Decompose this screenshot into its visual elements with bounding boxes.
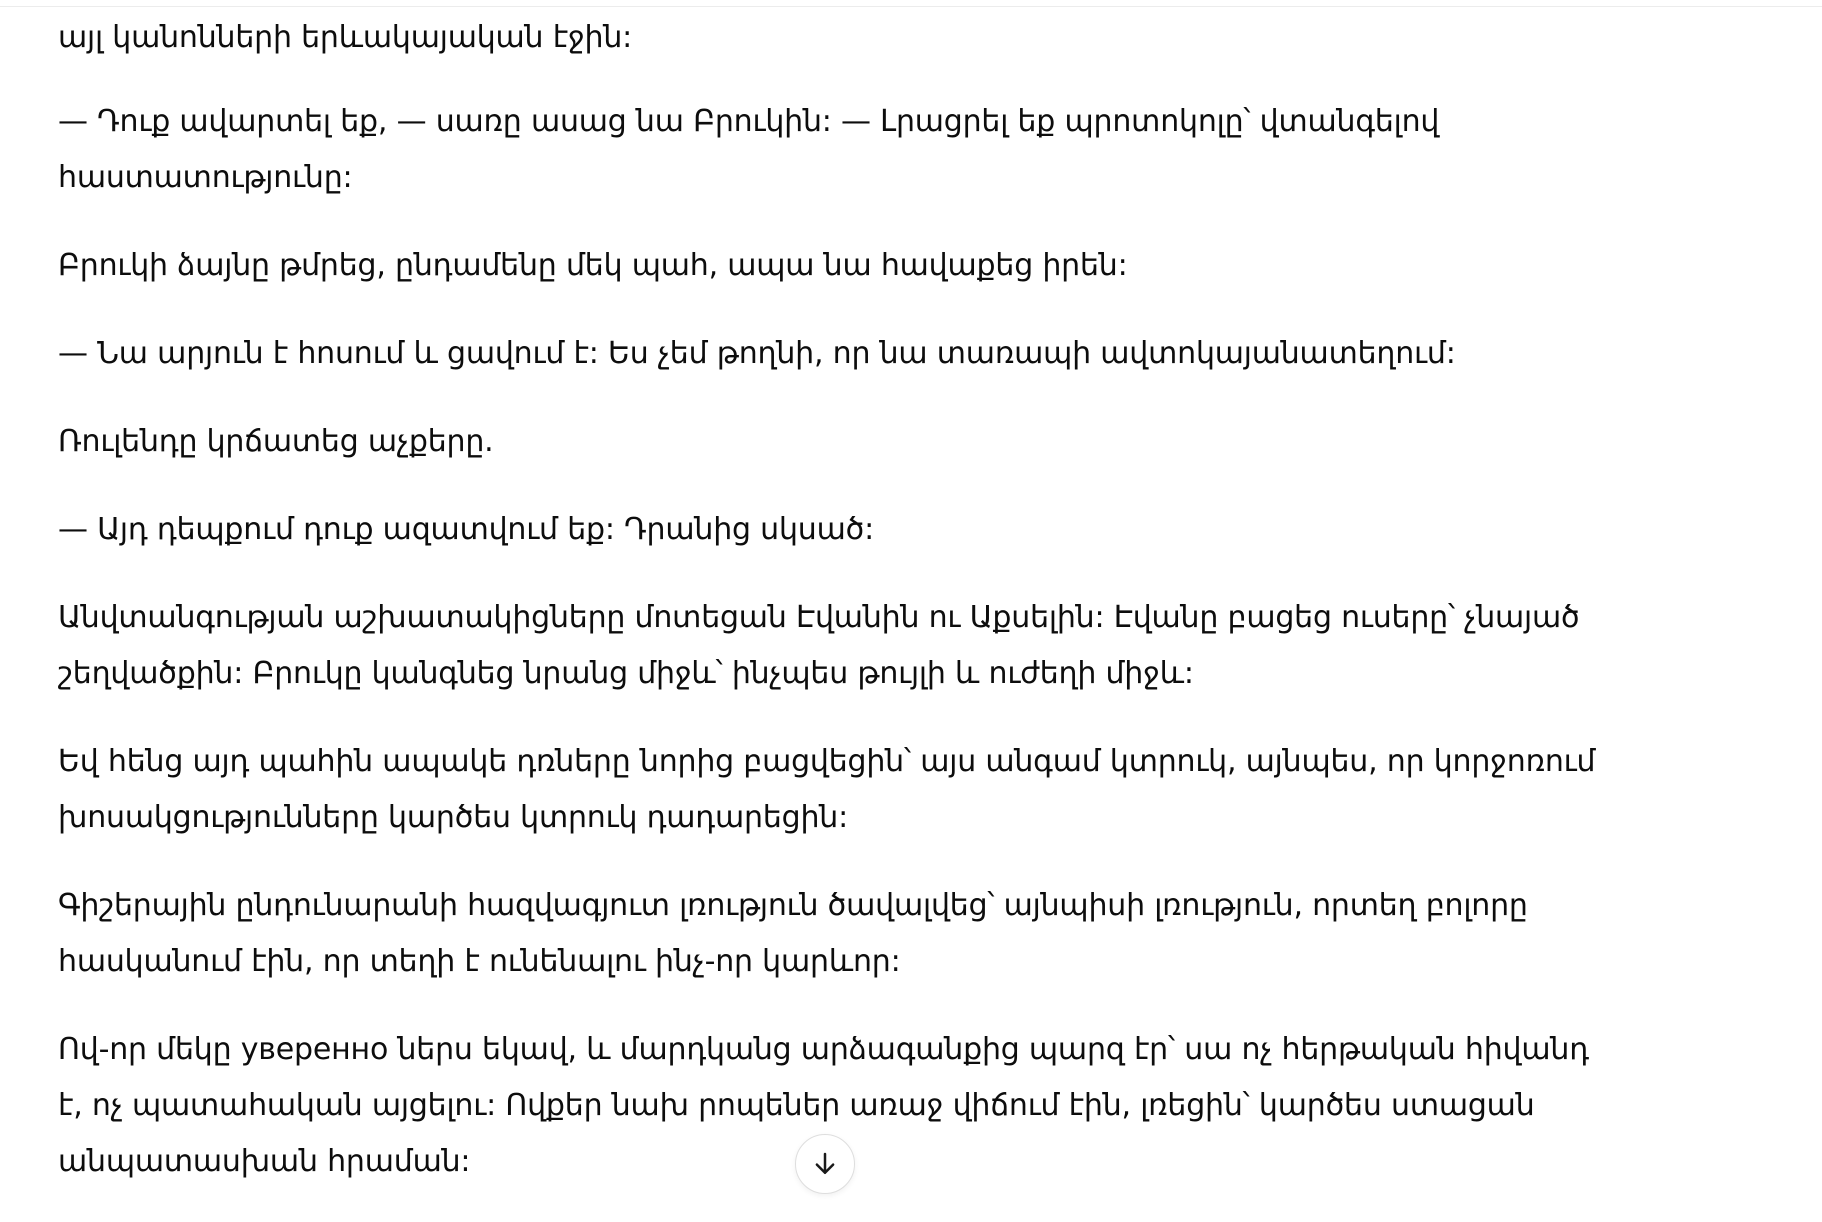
message-paragraph: այլ կանոնների երևակայական էջին:: [58, 20, 633, 55]
arrow-down-icon: [810, 1149, 840, 1179]
top-border: [0, 0, 1822, 7]
message-paragraph: Ով-որ մեկը уверенно ներս եկավ, և մարդկանց արձագանքից պարզ էր՝ սա ոչ հերթական հիվանդ է, ոչ պատահական այցելու: Ովքեր նախ րոպեներ առաջ վիճում էին, լռեցին՝ կարծես ստացան անպատասխան հրաման:: [58, 1032, 1589, 1179]
message-paragraph: — Նա արյուն է հոսում և ցավում է: Ես չեմ թողնի, որ նա տառապի ավտոկայանատեղում:: [58, 336, 1456, 371]
message-paragraph: Անվտանգության աշխատակիցները մոտեցան Էվանին ու Աքսելին: Էվանը բացեց ուսերը՝ չնայած շեղվածքին: Բրուկը կանգնեց նրանց միջև՝ ինչպես թույլի և ուժեղի միջև:: [58, 600, 1580, 691]
message-paragraph: Ռուլենդը կրճատեց աչքերը.: [58, 424, 494, 459]
message-paragraph: Գիշերային ընդունարանի հազվագյուտ լռություն ծավալվեց՝ այնպիսի լռություն, որտեղ բոլորը հասկանում էին, որ տեղի է ունենալու ինչ-որ կարևոր:: [58, 888, 1528, 979]
message-paragraph: — Դուք ավարտել եք, — սառը ասաց նա Բրուկին: — Լրացրել եք պրոտոկոլը՝ վտանգելով հաստատությունը:: [58, 104, 1440, 195]
message-paragraph: — Այդ դեպքում դուք ազատվում եք: Դրանից սկսած:: [58, 512, 874, 547]
message-paragraph: Եվ հենց այդ պահին ապակե դռները նորից բացվեցին՝ այս անգամ կտրուկ, այնպես, որ կորջոռում խոսակցությունները կարծես կտրուկ դադարեցին:: [58, 744, 1596, 835]
scroll-to-bottom-button[interactable]: [795, 1134, 855, 1194]
message-paragraph: Բրուկի ձայնը թմրեց, ընդամենը մեկ պահ, ապա նա հավաքեց իրեն:: [58, 248, 1128, 283]
